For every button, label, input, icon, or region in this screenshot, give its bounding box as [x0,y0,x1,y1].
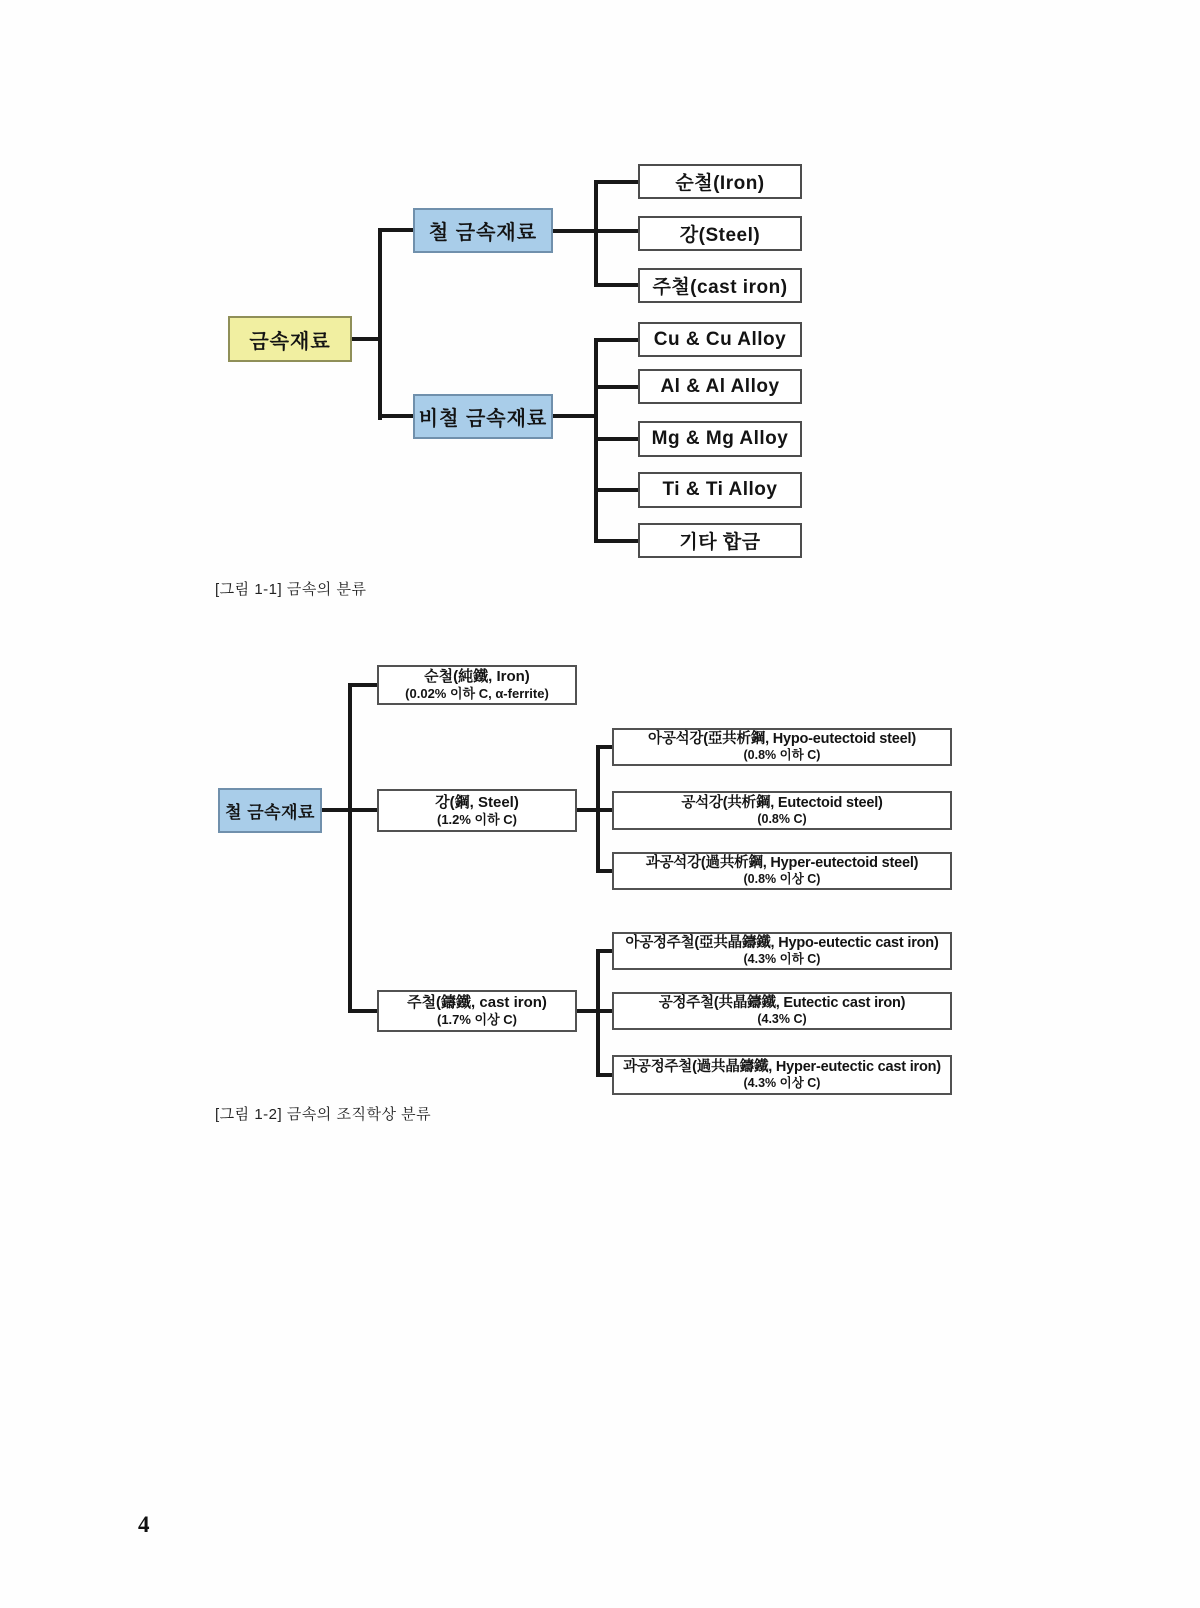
connector-line [348,1009,377,1013]
connector-line [594,180,598,287]
node-pure-iron [377,665,577,705]
connector-line [596,949,600,1077]
nonferrous-metals-branch-box: 비철 금속재료 [413,394,553,439]
connector-line [596,869,612,873]
connector-line [596,1073,612,1077]
figure-1-1-caption: [그림 1-1] 금속의 분류 [215,581,367,598]
leaf-cu-alloy: Cu & Cu Alloy [638,322,802,357]
leaf-mg-alloy: Mg & Mg Alloy [638,421,802,457]
node-cast-iron [377,990,577,1032]
leaf-pure-iron: 순철(Iron) [638,164,802,199]
leaf-other-alloys: 기타 합금 [638,523,802,558]
node-subtitle: (1.7% 이상 C) [436,1012,518,1028]
connector-line [594,539,638,543]
leaf-hypo-eutectoid-steel [612,728,952,766]
leaf-eutectoid-steel [612,791,952,830]
connector-line [594,385,638,389]
leaf-subtitle: (4.3% 이하 C) [743,952,821,967]
node-steel [377,789,577,832]
leaf-title: 공석강(共析鋼, Eutectoid steel) [681,794,883,811]
node-title: 주철(鑄鐵, cast iron) [407,994,547,1012]
leaf-al-alloy: Al & Al Alloy [638,369,802,404]
connector-line [594,338,638,342]
leaf-steel: 강(Steel) [638,216,802,251]
leaf-title: 과공정주철(過共晶鑄鐵, Hyper-eutectic cast iron) [623,1059,941,1076]
leaf-subtitle: (0.8% 이하 C) [743,748,821,763]
connector-line [594,180,638,184]
leaf-title: 공정주철(共晶鑄鐵, Eutectic cast iron) [658,995,906,1012]
leaf-subtitle: (0.8% C) [757,811,807,826]
connector-line [348,683,352,1013]
page-number: 4 [138,1512,150,1537]
leaf-subtitle: (0.8% 이상 C) [743,872,821,887]
leaf-subtitle: (4.3% C) [757,1012,807,1027]
leaf-hyper-eutectoid-steel [612,852,952,890]
leaf-subtitle: (4.3% 이상 C) [743,1076,821,1091]
connector-line [553,414,598,418]
ferrous-metals-branch-box: 철 금속재료 [413,208,553,253]
connector-line [596,745,612,749]
node-title: 강(鋼, Steel) [435,793,519,811]
figure-1-2-caption: [그림 1-2] 금속의 조직학상 분류 [215,1106,432,1123]
leaf-title: 아공정주철(亞共晶鑄鐵, Hypo-eutectic cast iron) [625,935,939,952]
ferrous-root-box: 철 금속재료 [218,788,322,833]
leaf-ti-alloy: Ti & Ti Alloy [638,472,802,508]
node-title: 순철(純鐵, Iron) [424,668,530,686]
connector-line [596,949,612,953]
leaf-cast-iron: 주철(cast iron) [638,268,802,303]
leaf-hyper-eutectic-cast-iron [612,1055,952,1095]
connector-line [378,228,413,232]
node-subtitle: (0.02% 이하 C, α-ferrite) [405,686,549,702]
connector-line [378,414,413,418]
leaf-hypo-eutectic-cast-iron [612,932,952,970]
connector-line [348,683,377,687]
connector-line [596,745,600,873]
connector-line [594,437,638,441]
connector-line [577,808,612,812]
leaf-eutectic-cast-iron [612,992,952,1030]
leaf-title: 과공석강(過共析鋼, Hyper-eutectoid steel) [645,855,919,872]
connector-line [594,488,638,492]
connector-line [378,228,382,420]
node-subtitle: (1.2% 이하 C) [436,811,518,827]
connector-line [577,1009,612,1013]
metal-materials-root-box: 금속재료 [228,316,352,362]
leaf-title: 아공석강(亞共析鋼, Hypo-eutectoid steel) [648,731,916,748]
connector-line [594,283,638,287]
